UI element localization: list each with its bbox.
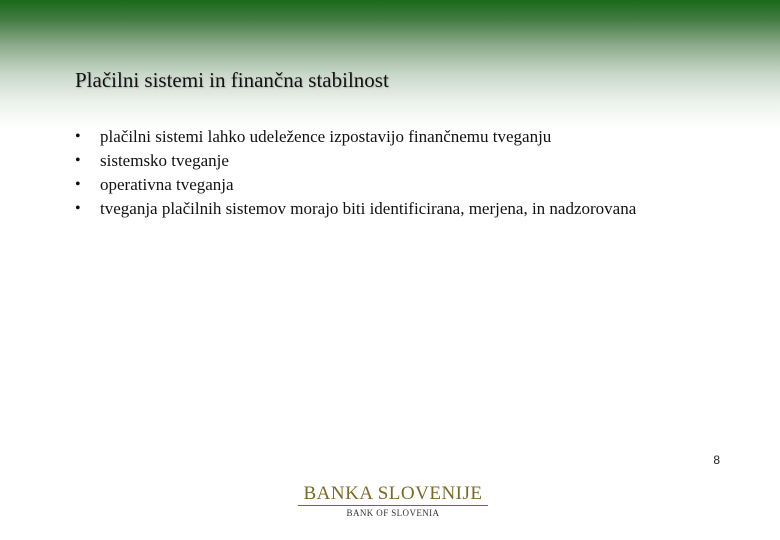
logo-subtitle: BANK OF SLOVENIA xyxy=(346,508,440,518)
bullet-marker: • xyxy=(75,200,81,217)
bullet-item xyxy=(75,197,675,221)
bank-logo xyxy=(298,484,488,518)
slide-title: Plačilni sistemi in finančna stabilnost xyxy=(75,68,389,92)
bullet-marker: • xyxy=(75,152,81,169)
bullet-list xyxy=(75,125,675,221)
bullet-item xyxy=(75,125,675,149)
bullet-marker: • xyxy=(75,128,81,145)
bullet-text: sistemsko tveganje xyxy=(100,151,229,170)
page-number: 8 xyxy=(713,453,720,467)
header-gradient-band xyxy=(0,0,780,130)
bullet-text: plačilni sistemi lahko udeležence izpostavijo finančnemu tveganju xyxy=(100,127,552,146)
bullet-item xyxy=(75,149,675,173)
bullet-text: operativna tveganja xyxy=(100,175,234,194)
bullet-item xyxy=(75,173,675,197)
logo-name: BANKA SLOVENIJE xyxy=(298,484,488,506)
bullet-marker: • xyxy=(75,176,81,193)
bullet-text: tveganja plačilnih sistemov morajo biti identificirana, merjena, in nadzorovana xyxy=(100,199,637,218)
